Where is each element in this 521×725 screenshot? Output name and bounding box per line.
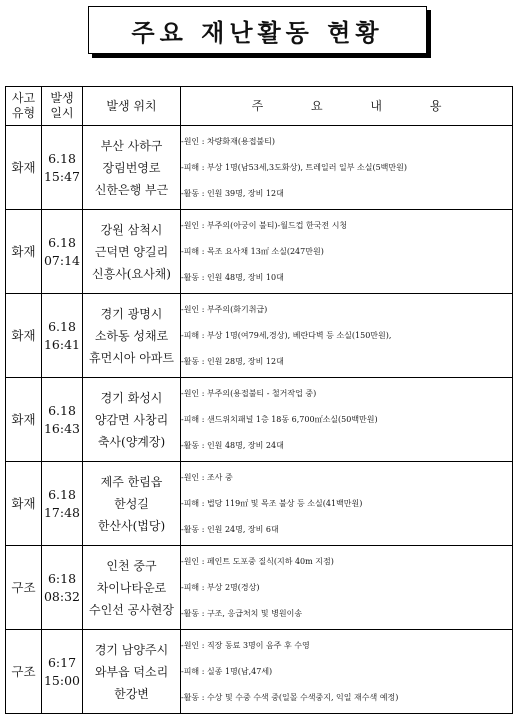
title-box (88, 6, 427, 54)
header-content (181, 87, 513, 126)
time-text: 07:14 (43, 252, 81, 268)
accident-type-cell: 화재 (6, 294, 42, 378)
cause-line: -원인 : 부주의(아궁이 불티)-월드컵 한국전 시청 (181, 220, 348, 230)
cause-line: -원인 : 부주의(용접불티 - 철거작업 중) (181, 388, 317, 398)
location-line: 축사(양계장) (97, 434, 166, 449)
datetime-cell (42, 630, 83, 714)
header-location: 발생 위치 (83, 87, 181, 126)
header-datetime-line1: 발생 (50, 91, 74, 105)
datetime-cell (42, 294, 83, 378)
accident-type-cell: 화재 (6, 210, 42, 294)
disaster-activity-table (5, 86, 513, 714)
location-line: 수인선 공사현장 (89, 602, 174, 617)
time-text: 15:47 (43, 168, 81, 184)
date-text: 6.18 (48, 402, 76, 418)
activity-line: -활동 : 인원 39명, 장비 12대 (181, 188, 284, 198)
header-datetime-line2: 일시 (50, 106, 74, 120)
datetime-cell (42, 462, 83, 546)
location-cell (83, 294, 181, 378)
location-line: 경기 남양주시 (94, 642, 169, 657)
date-text: 6:17 (47, 654, 77, 670)
location-line: 부산 사하구 (100, 138, 163, 153)
damage-line: -피해 : 샌드위치패널 1층 18동 6,700㎡소실(50백만원) (181, 414, 378, 424)
location-line: 신한은행 부근 (94, 182, 169, 197)
table-row (6, 294, 513, 378)
time-text: 16:43 (43, 420, 81, 436)
location-line: 와부읍 덕소리 (94, 664, 169, 679)
damage-line: -피해 : 부상 2명(경상) (181, 582, 260, 592)
header-datetime (42, 87, 83, 126)
accident-type-cell: 구조 (6, 630, 42, 714)
cause-line: -원인 : 조사 중 (181, 472, 233, 482)
location-line: 근덕면 양길리 (94, 244, 169, 259)
details-cell (181, 294, 513, 378)
datetime-cell (42, 378, 83, 462)
details-cell (181, 210, 513, 294)
location-cell (83, 210, 181, 294)
details-cell (181, 378, 513, 462)
time-text: 16:41 (43, 336, 81, 352)
table-row (6, 462, 513, 546)
datetime-cell (42, 210, 83, 294)
table-row (6, 546, 513, 630)
table-header-row (6, 87, 513, 126)
damage-line: -피해 : 부상 1명(여79세,경상), 베란다벽 등 소실(150만원), (181, 330, 392, 340)
table-row (6, 378, 513, 462)
location-line: 경기 광명시 (100, 306, 163, 321)
damage-line: -피해 : 부상 1명(남53세,3도화상), 트레일러 일부 소실(5백만원) (181, 162, 407, 172)
details-cell (181, 546, 513, 630)
cause-line: -원인 : 부주의(화기취급) (181, 304, 268, 314)
location-line: 신흥사(요사채) (92, 266, 171, 281)
location-line: 장림번영로 (102, 160, 161, 175)
accident-type-cell: 화재 (6, 126, 42, 210)
accident-type-cell: 화재 (6, 378, 42, 462)
location-line: 경기 화성시 (100, 390, 163, 405)
damage-line: -피해 : 목조 요사채 13㎡ 소실(247만원) (181, 246, 324, 256)
location-line: 강원 삼척시 (100, 222, 163, 237)
table-row (6, 630, 513, 714)
location-line: 제주 한림읍 (100, 474, 163, 489)
details-cell (181, 126, 513, 210)
location-line: 한성길 (114, 496, 149, 511)
location-cell (83, 126, 181, 210)
details-cell (181, 630, 513, 714)
header-accident-type (6, 87, 42, 126)
date-text: 6.18 (48, 318, 76, 334)
accident-type-cell: 구조 (6, 546, 42, 630)
header-content-label: 주 요 내 용 (251, 98, 464, 113)
cause-line: -원인 : 페인트 도포중 질식(지하 40m 지점) (181, 556, 334, 566)
table-row (6, 210, 513, 294)
location-line: 차이나타운로 (96, 580, 167, 595)
header-type-line1: 사고 (11, 91, 36, 105)
location-cell (83, 462, 181, 546)
time-text: 08:32 (43, 588, 81, 604)
date-text: 6:18 (47, 570, 77, 586)
damage-line: -피해 : 실종 1명(남,47세) (181, 666, 273, 676)
activity-line: -활동 : 구조, 응급처치 및 병원이송 (181, 608, 303, 618)
location-line: 한강변 (114, 686, 149, 701)
datetime-cell (42, 546, 83, 630)
cause-line: -원인 : 직장 동료 3명이 음주 후 수영 (181, 640, 310, 650)
accident-type-cell: 화재 (6, 462, 42, 546)
time-text: 15:00 (43, 672, 81, 688)
location-cell (83, 546, 181, 630)
activity-line: -활동 : 인원 48명, 장비 10대 (181, 272, 284, 282)
header-type-line2: 유형 (11, 106, 36, 120)
date-text: 6.18 (48, 486, 76, 502)
location-line: 인천 중구 (106, 558, 157, 573)
damage-line: -피해 : 법당 119㎡ 및 목조 불상 등 소실(41백만원) (181, 498, 363, 508)
location-line: 양감면 사창리 (94, 412, 169, 427)
date-text: 6.18 (48, 150, 76, 166)
activity-line: -활동 : 인원 48명, 장비 24대 (181, 440, 284, 450)
activity-line: -활동 : 수상 및 수중 수색 중(일몰 수색중지, 익일 재수색 예정) (181, 692, 399, 702)
location-line: 소하동 성채로 (94, 328, 169, 343)
time-text: 17:48 (43, 504, 81, 520)
date-text: 6.18 (48, 234, 76, 250)
table-row (6, 126, 513, 210)
location-cell (83, 378, 181, 462)
page-title: 주요 재난활동 현황 (131, 18, 384, 47)
location-cell (83, 630, 181, 714)
cause-line: -원인 : 차량화재(용접불티) (181, 136, 276, 146)
location-line: 한산사(법당) (97, 518, 166, 533)
datetime-cell (42, 126, 83, 210)
activity-line: -활동 : 인원 28명, 장비 12대 (181, 356, 284, 366)
details-cell (181, 462, 513, 546)
activity-line: -활동 : 인원 24명, 장비 6대 (181, 524, 279, 534)
location-line: 휴먼시아 아파트 (89, 350, 174, 365)
